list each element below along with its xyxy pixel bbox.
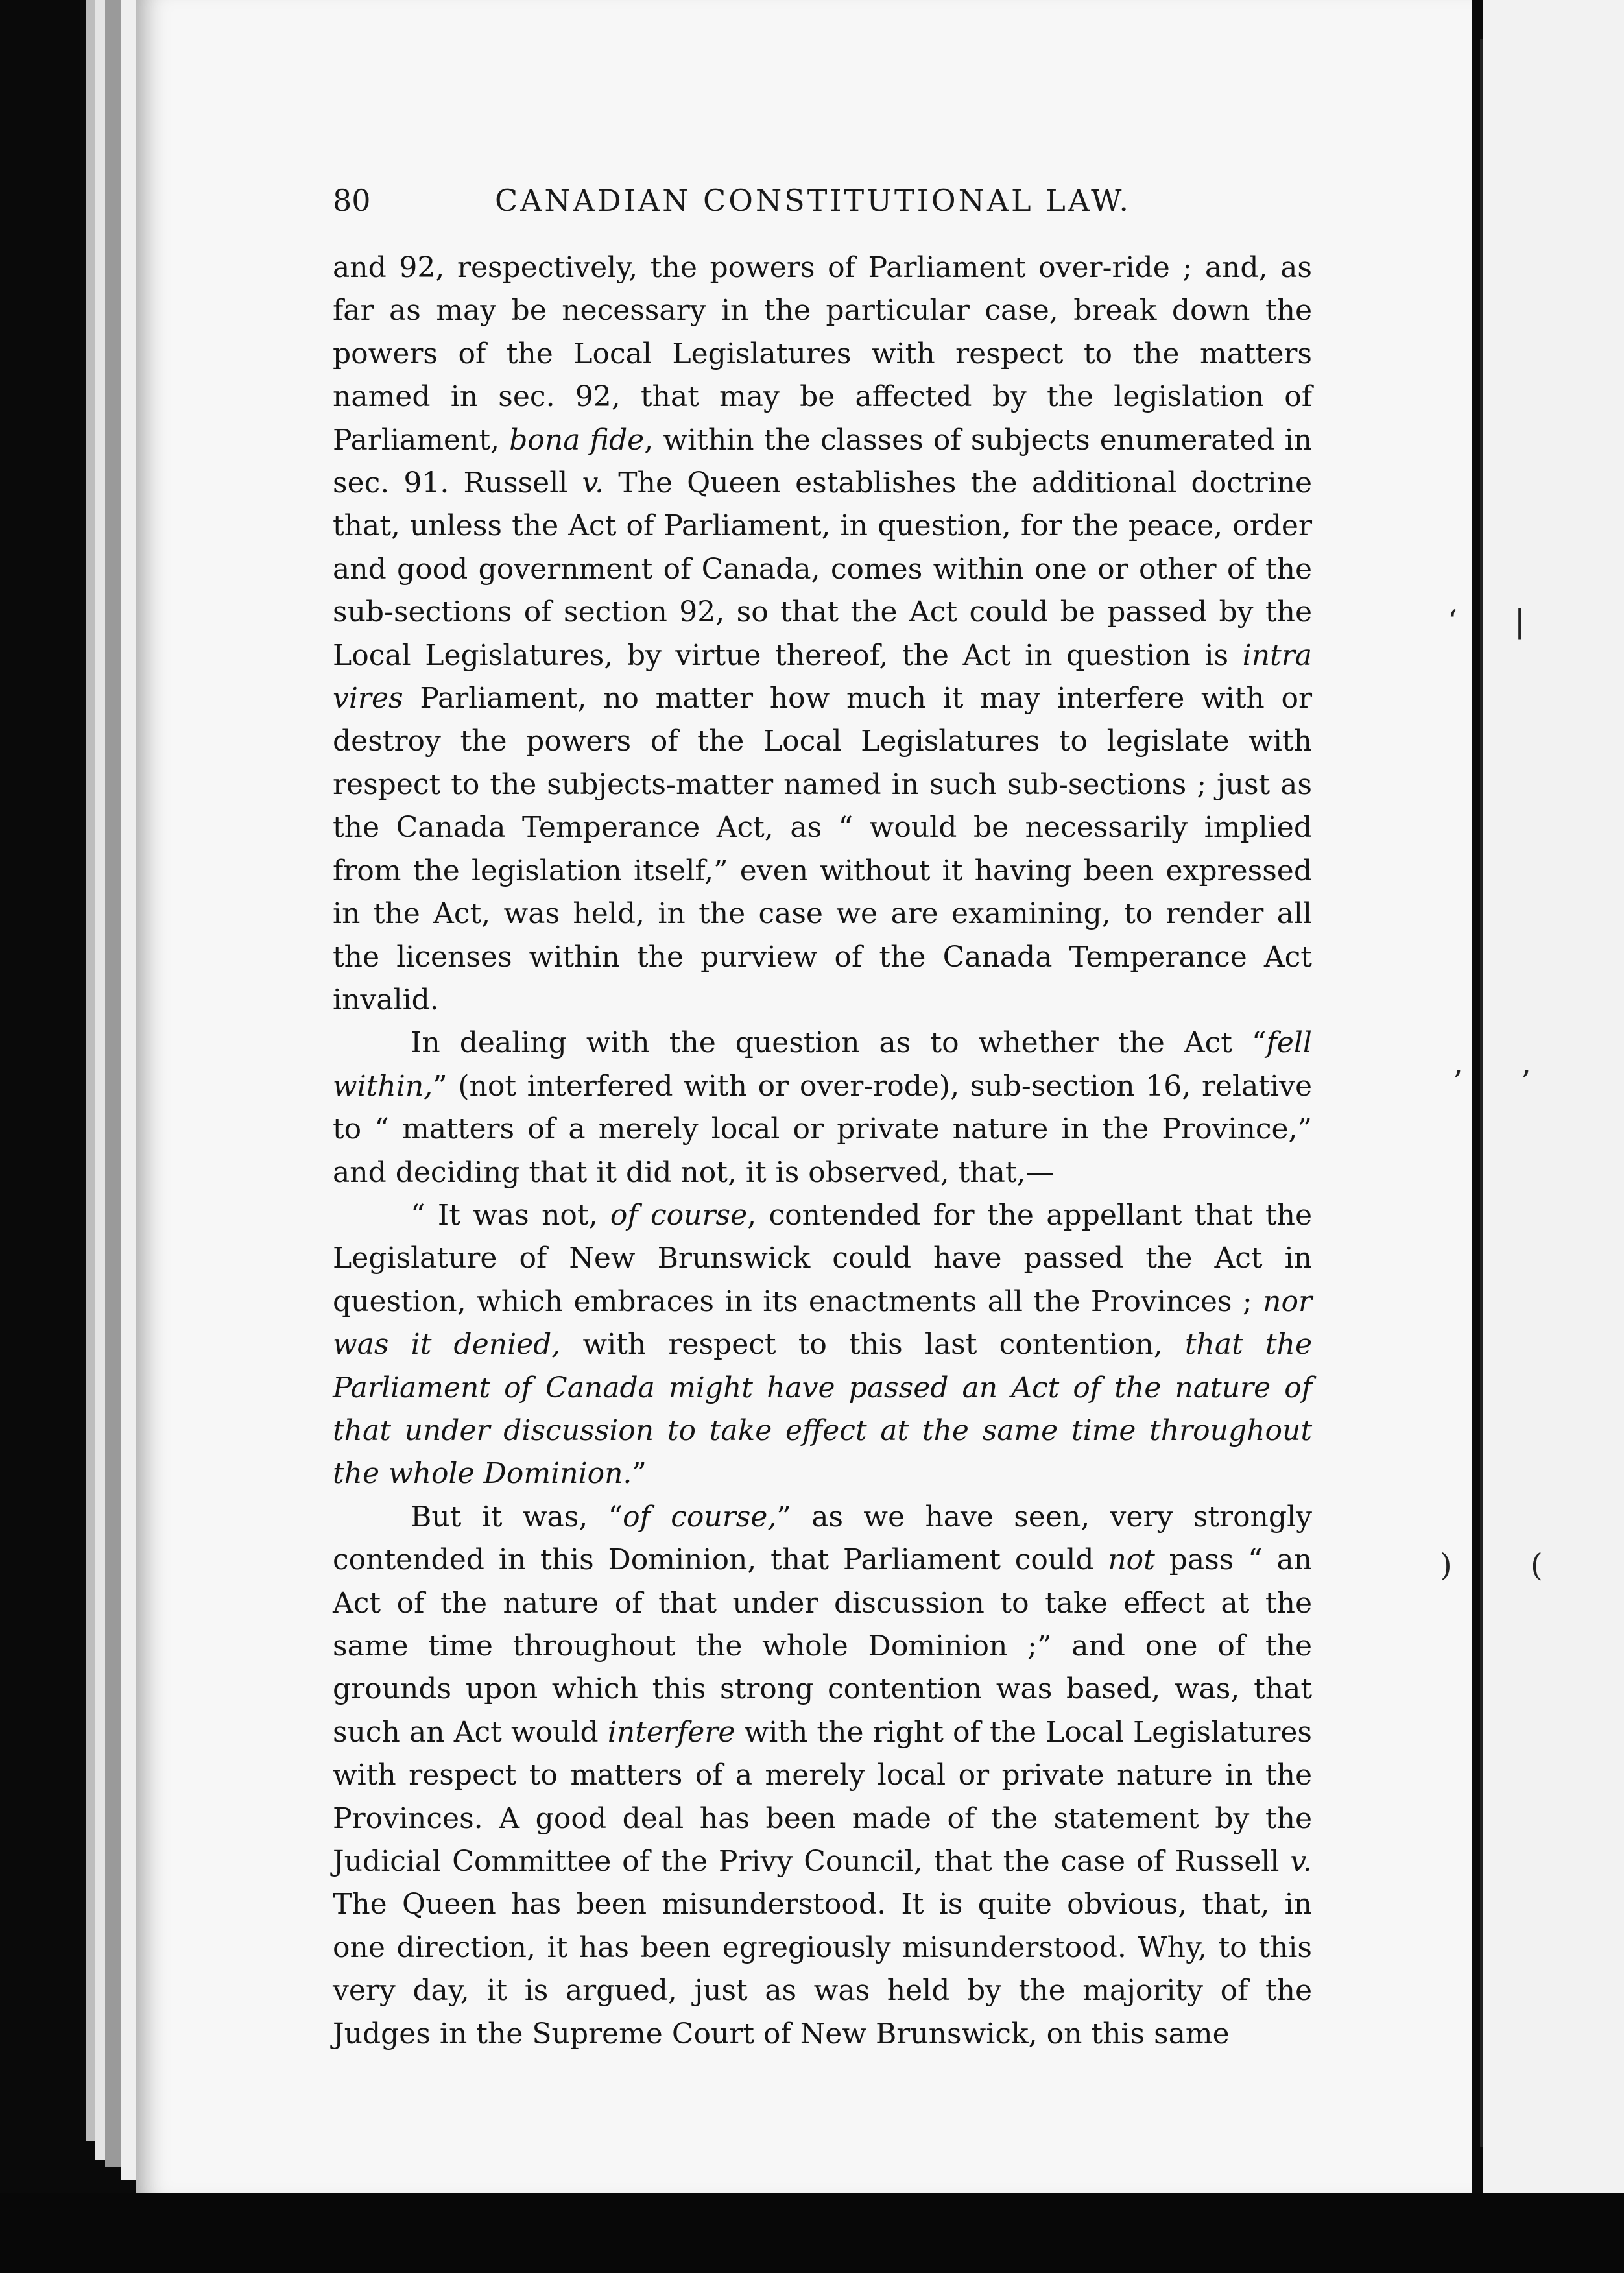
page-header [333,183,1312,230]
scan-mark: | [1514,603,1525,640]
page-edge [105,0,121,2167]
body-text [333,247,1312,2056]
page-edge [121,0,136,2180]
scan-mark: ’ [1453,1064,1463,1100]
facing-page [1483,0,1624,2273]
page-edge [95,0,105,2160]
scan-mark: ( [1531,1547,1543,1583]
paragraph: But it was, “of course,” as we have seen, very strongly contended in this Dominion, that Parliament could not pass “ an Act of the nature of that under discussion to take effect at the same time throughout the whole Dominion ;” and one of the grounds upon which this strong contention was based, was, that such an Act would interfere with the right of the Local Legislatures with respect to matters of a merely local or private nature in the Provinces. A good deal has been made of the statement by the Judicial Committee of the Privy Council, that the case of Russell v. The Queen has been misunderstood. It is quite obvious, that, in one direction, it has been egregiously misunderstood. Why, to this very day, it is argued, just as was held by the majority of the Judges in the Supreme Court of New Brunswick, on this same [333,1500,1312,2051]
paragraph: In dealing with the question as to whether the Act “fell within,” (not interfered with or over-rode), sub-section 16, relative to “ matters of a merely local or private nature in the Province,” and deciding that it did not, it is observed, that,— [333,1026,1312,1189]
scan-mark: ’ [1521,1064,1531,1100]
page-number: 80 [333,183,371,218]
page-edge [86,0,95,2141]
scan-mark: ) [1440,1547,1452,1583]
block-quote: “ It was not, of course, contended for the appellant that the Legislature of New Brunswick could have passed the Act in question, which embraces in its enactments all the Provinces ; nor was it denied, with respect to this last contention, that the Parliament of Canada might have passed an Act of the nature of that under discussion to take effect at the same time throughout the whole Dominion.” [333,1198,1312,1491]
scan-mark: ‘ [1448,603,1458,640]
paragraph: and 92, respectively, the powers of Parliament over-ride ; and, as far as may be necessary in the particular case, break down the powers of the Local Legislatures with respect to the matters named in sec. 92, that may be affected by the legislation of Parliament, bona fide, within the classes of subjects enumerated in sec. 91. Russell v. The Queen establishes the additional doctrine that, unless the Act of Parliament, in question, for the peace, order and good government of Canada, comes within one or other of the sub-sections of section 92, so that the Act could be passed by the Local Legislatures, by virtue thereof, the Act in question is intra vires Parliament, no matter how much it may interfere with or destroy the powers of the Local Legislatures to legislate with respect to the subjects-matter named in such sub-sections ; just as the Canada Temperance Act, as “ would be necessarily implied from the legislation itself,” even without it having been expressed in the Act, was held, in the case we are examining, to render all the licenses within the purview of the Canada Temperance Act invalid. [333,251,1313,1016]
scan-border [0,2193,1624,2273]
running-title: CANADIAN CONSTITUTIONAL LAW. [495,183,1131,218]
